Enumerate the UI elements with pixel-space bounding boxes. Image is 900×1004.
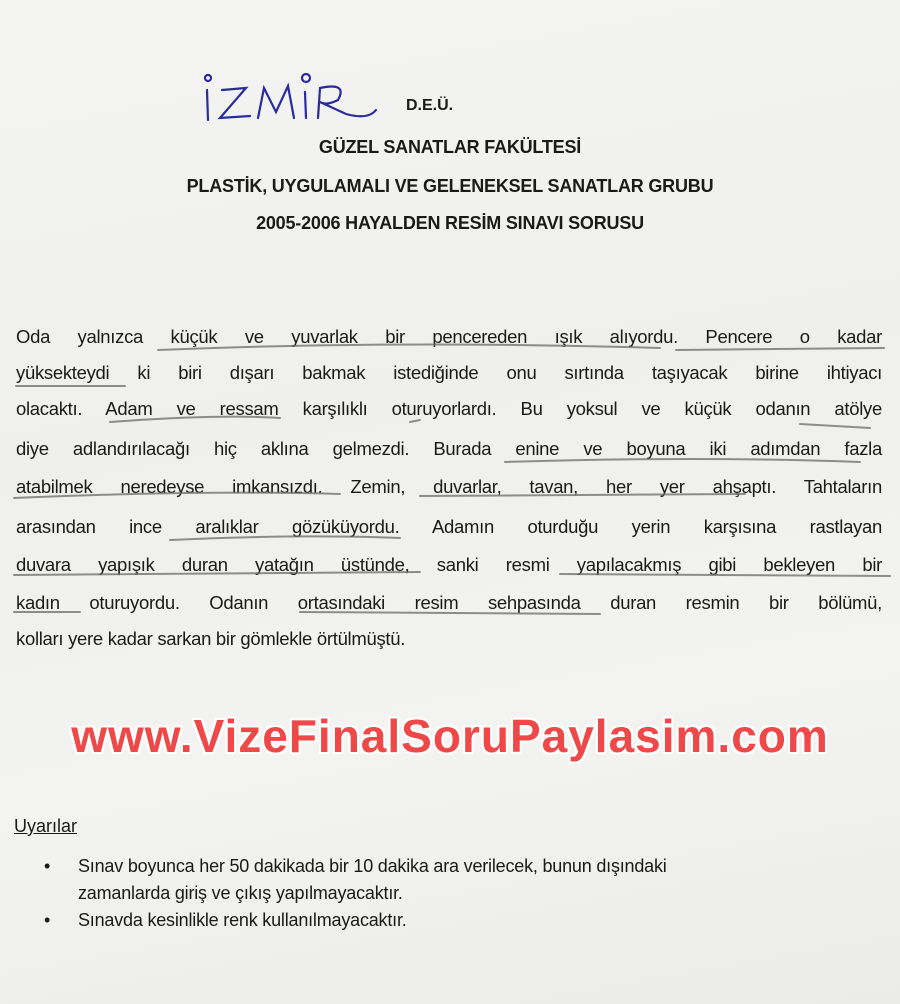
prompt-line: kadın oturuyordu. Odanın ortasındaki resim sehpasında duran resmin bir bölümü,	[16, 592, 882, 613]
watermark: www.VizeFinalSoruPaylasim.com	[71, 710, 829, 762]
prompt-line: duvara yapışık duran yatağın üstünde, sanki resmi yapılacakmış gibi bekleyen bir	[16, 554, 882, 575]
bullet-icon: •	[44, 910, 51, 930]
bullet-icon: •	[44, 856, 51, 876]
prompt-line: kolları yere kadar sarkan bir gömlekle örtülmüştü.	[16, 628, 406, 649]
exam-title: 2005-2006 HAYALDEN RESİM SINAVI SORUSU	[256, 213, 644, 233]
prompt-line: Oda yalnızca küçük ve yuvarlak bir pencereden ışık alıyordu. Pencere o kadar	[16, 326, 882, 347]
warning-item: Sınav boyunca her 50 dakikada bir 10 dakika ara verilecek, bunun dışındaki	[78, 856, 667, 876]
warning-item: Sınavda kesinlikle renk kullanılmayacaktır.	[78, 910, 407, 930]
faculty-heading: GÜZEL SANATLAR FAKÜLTESİ	[318, 137, 582, 157]
institution-name: D.E.Ü.	[406, 97, 454, 114]
prompt-line: arasından ince aralıklar gözüküyordu. Adamın oturduğu yerin karşısına rastlayan	[16, 516, 882, 537]
prompt-line: atabilmek neredeyse imkansızdı. Zemin, duvarlar, tavan, her yer ahşaptı. Tahtaların	[16, 476, 882, 497]
prompt-line: diye adlandırılacağı hiç aklına gelmezdi. Burada enine ve boyuna iki adımdan fazla	[16, 438, 882, 459]
group-heading: PLASTİK, UYGULAMALI VE GELENEKSEL SANATLAR GRUBU	[186, 176, 714, 196]
handwritten-izmir-signature	[198, 70, 388, 130]
prompt-line: olacaktı. Adam ve ressam karşılıklı oturuyorlardı. Bu yoksul ve küçük odanın atölye	[16, 398, 882, 419]
prompt-line: yüksekteydi ki biri dışarı bakmak istediğinde onu sırtında taşıyacak birine ihtiyacı	[16, 362, 882, 383]
warning-item-continued: zamanlarda giriş ve çıkış yapılmayacaktır.	[78, 883, 403, 903]
warnings-heading: Uyarılar	[14, 816, 78, 836]
